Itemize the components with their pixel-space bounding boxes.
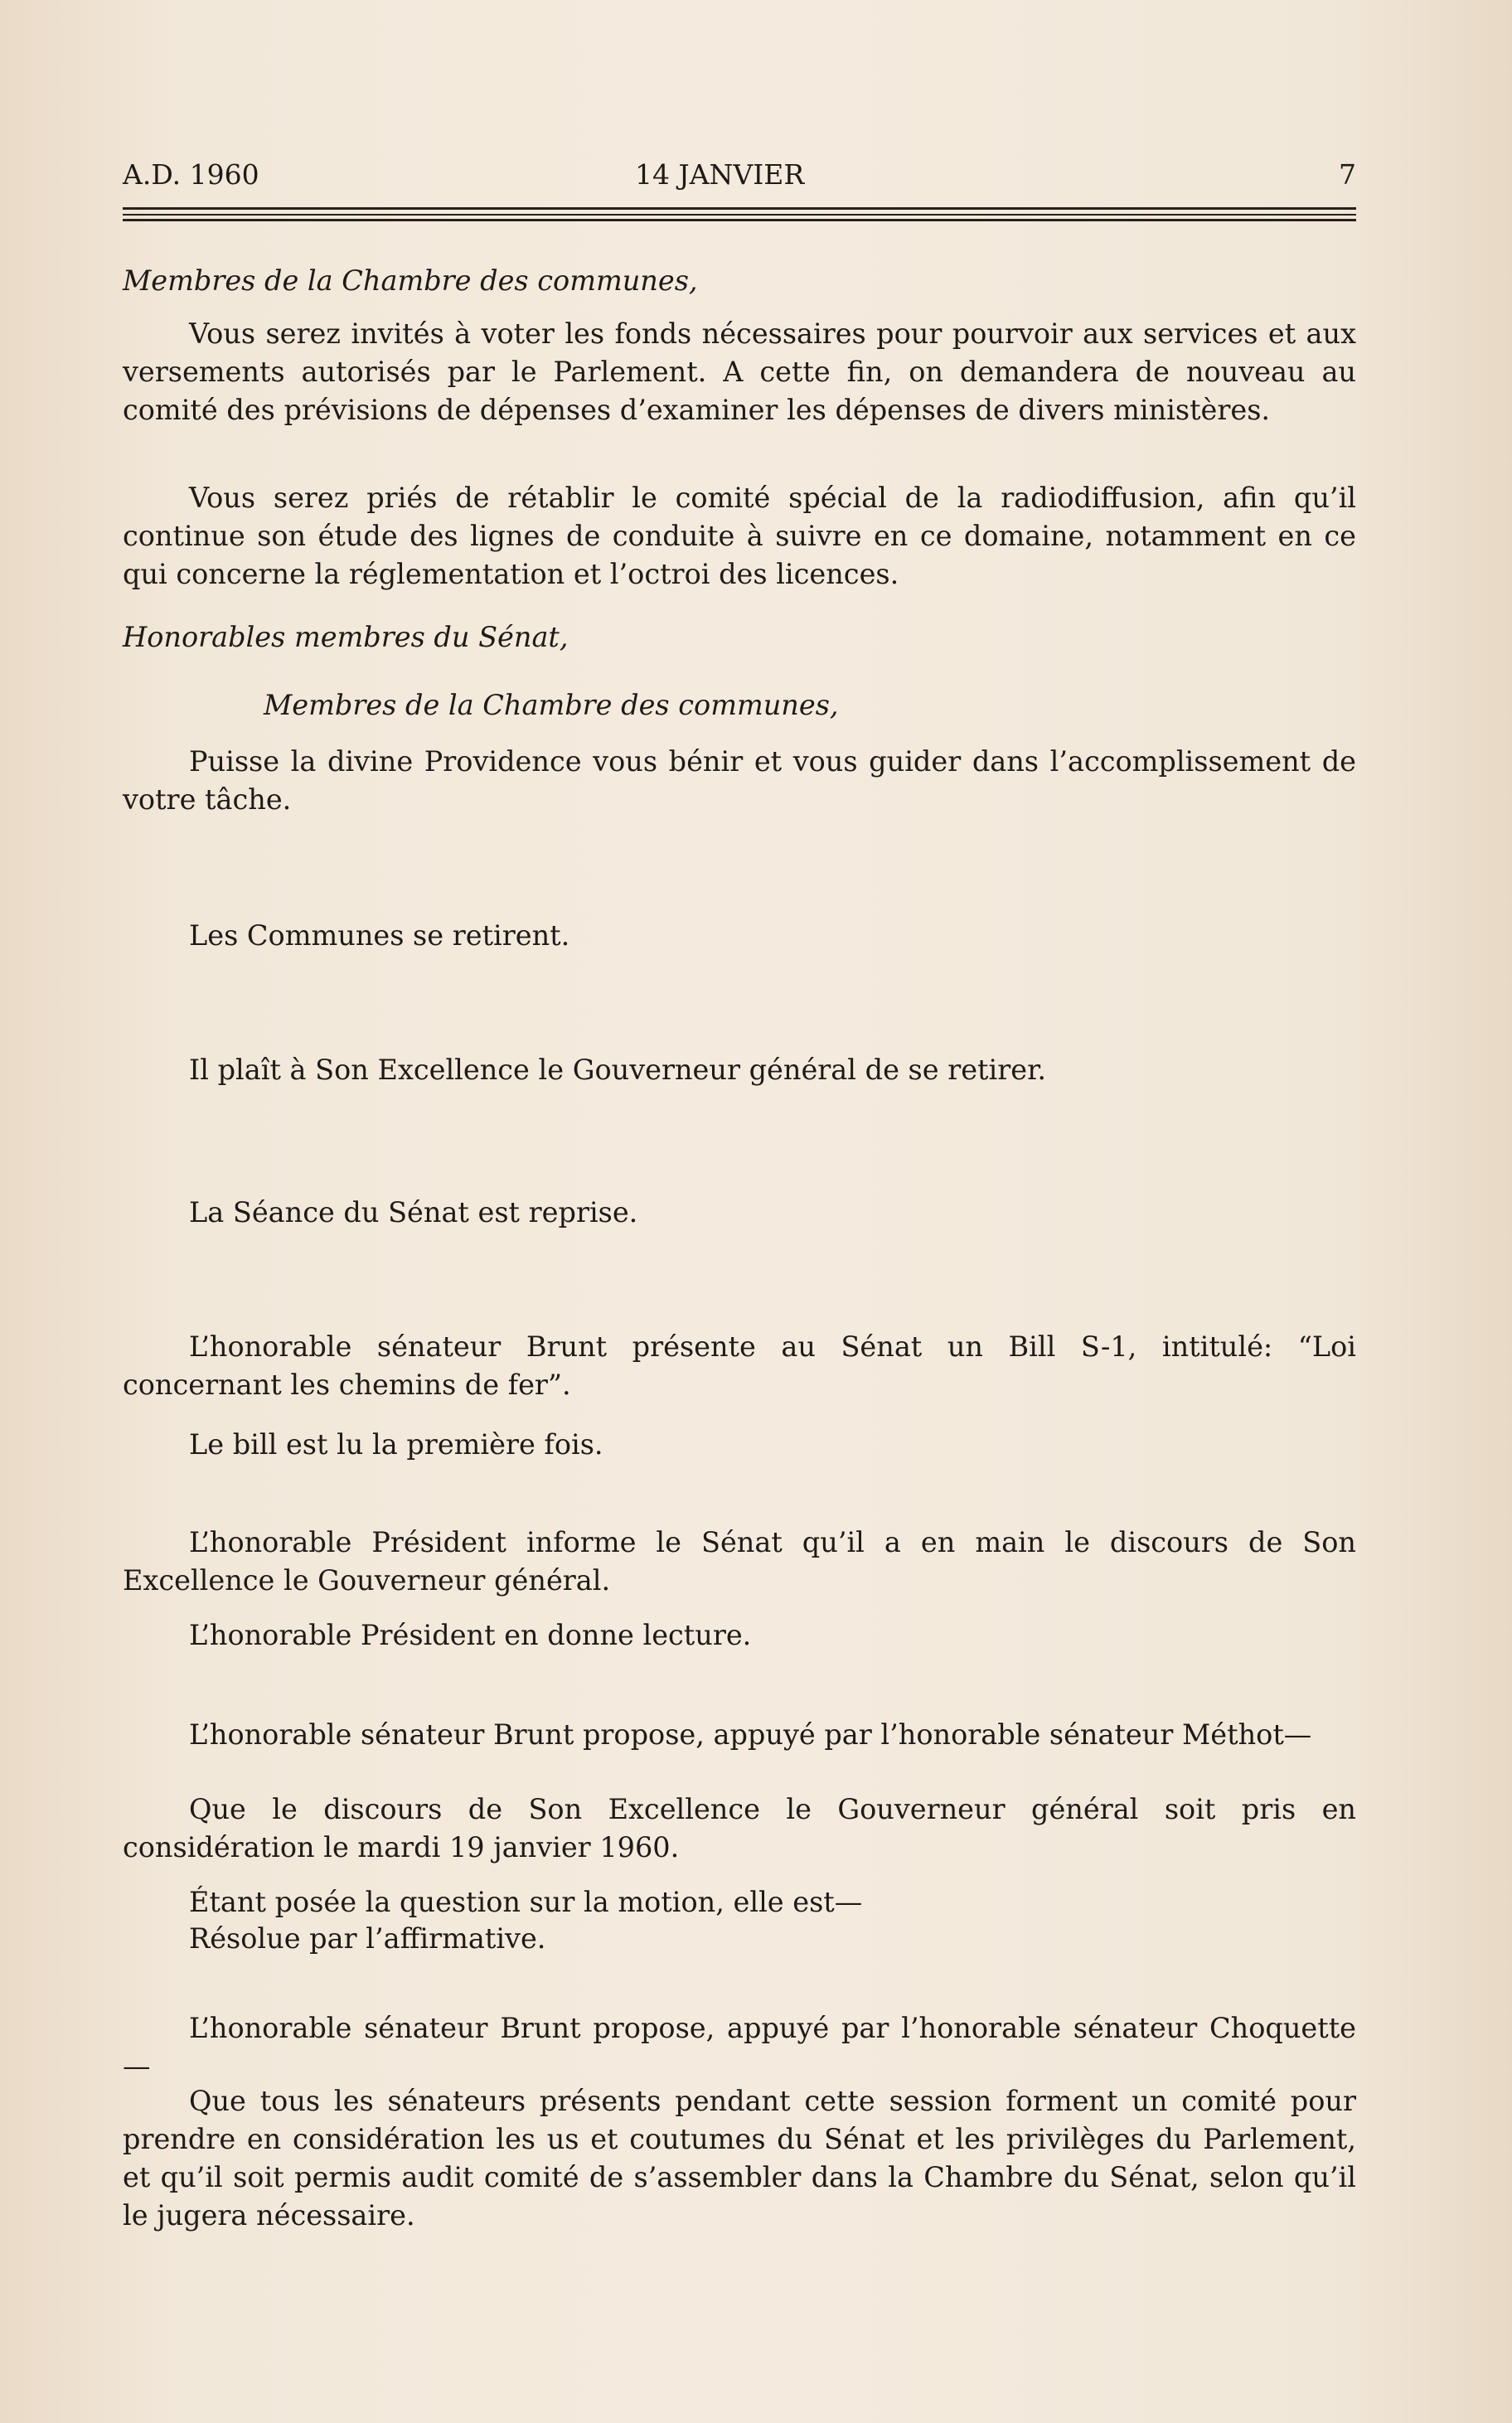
- paragraph-bill-s1: L’honorable sénateur Brunt présente au Sénat un Bill S-1, intitulé: “Loi concernant les chemins de fer”.: [123, 1330, 1356, 1401]
- paragraph-radiodiffusion: Vous serez priés de rétablir le comité spécial de la radiodiffusion, afin qu’il continue son étude des lignes de conduite à suivre en ce domaine, notamment en ce qui concerne la réglementation et l’octroi des licences.: [123, 482, 1356, 590]
- page-header: [123, 154, 1356, 196]
- header-date: 14 JANVIER: [635, 158, 805, 191]
- membres-heading: Membres de la Chambre des communes,: [123, 264, 698, 297]
- header-rule-bottom: [123, 219, 1356, 221]
- paragraph-lecture: L’honorable Président en donne lecture.: [189, 1619, 752, 1651]
- paragraph-discours-main: L’honorable Président informe le Sénat qu’il a en main le discours de Son Excellence le Gouverneur général.: [123, 1526, 1356, 1597]
- paragraph-communes-retirent: Les Communes se retirent.: [189, 919, 570, 952]
- header-year: A.D. 1960: [123, 158, 259, 191]
- paragraph-affirmative: Résolue par l’affirmative.: [189, 1922, 546, 1955]
- header-rule-top: [123, 207, 1356, 210]
- paragraph-brunt-methot: L’honorable sénateur Brunt propose, appuyé par l’honorable sénateur Méthot—: [189, 1718, 1312, 1751]
- paragraph-seance-reprise: La Séance du Sénat est reprise.: [189, 1196, 638, 1228]
- membres-heading-2: Membres de la Chambre des communes,: [264, 689, 839, 721]
- page-number: 7: [1339, 158, 1356, 191]
- paragraph-brunt-choquette: L’honorable sénateur Brunt propose, appuyé par l’honorable sénateur Choquette—: [123, 2012, 1356, 2082]
- paragraph-gouverneur-retirer: Il plaît à Son Excellence le Gouverneur général de se retirer.: [189, 1054, 1047, 1086]
- paragraph-discours-consideration: Que le discours de Son Excellence le Gouverneur général soit pris en considération le mardi 19 janvier 1960.: [123, 1793, 1356, 1863]
- paragraph-providence: Puisse la divine Providence vous bénir et vous guider dans l’accomplissement de votre tâche.: [123, 745, 1356, 816]
- paragraph-question-motion: Étant posée la question sur la motion, elle est—: [189, 1886, 863, 1918]
- paragraph-services: Vous serez invités à voter les fonds nécessaires pour pourvoir aux services et aux versements autorisés par le Parlement. A cette fin, on demandera de nouveau au comité des prévisions de dépenses d’examiner les dépenses de divers ministères.: [123, 317, 1356, 426]
- honorables-heading: Honorables membres du Sénat,: [123, 621, 569, 653]
- header-rule-middle: [123, 214, 1356, 216]
- paragraph-comite-senateurs: Que tous les sénateurs présents pendant cette session forment un comité pour prendre en considération les us et coutumes du Sénat et les privilèges du Parlement, et qu’il soit permis audit comité de s’assembler dans la Chambre du Sénat, selon qu’il le jugera nécessaire.: [123, 2085, 1356, 2232]
- paragraph-premiere-fois: Le bill est lu la première fois.: [189, 1428, 603, 1461]
